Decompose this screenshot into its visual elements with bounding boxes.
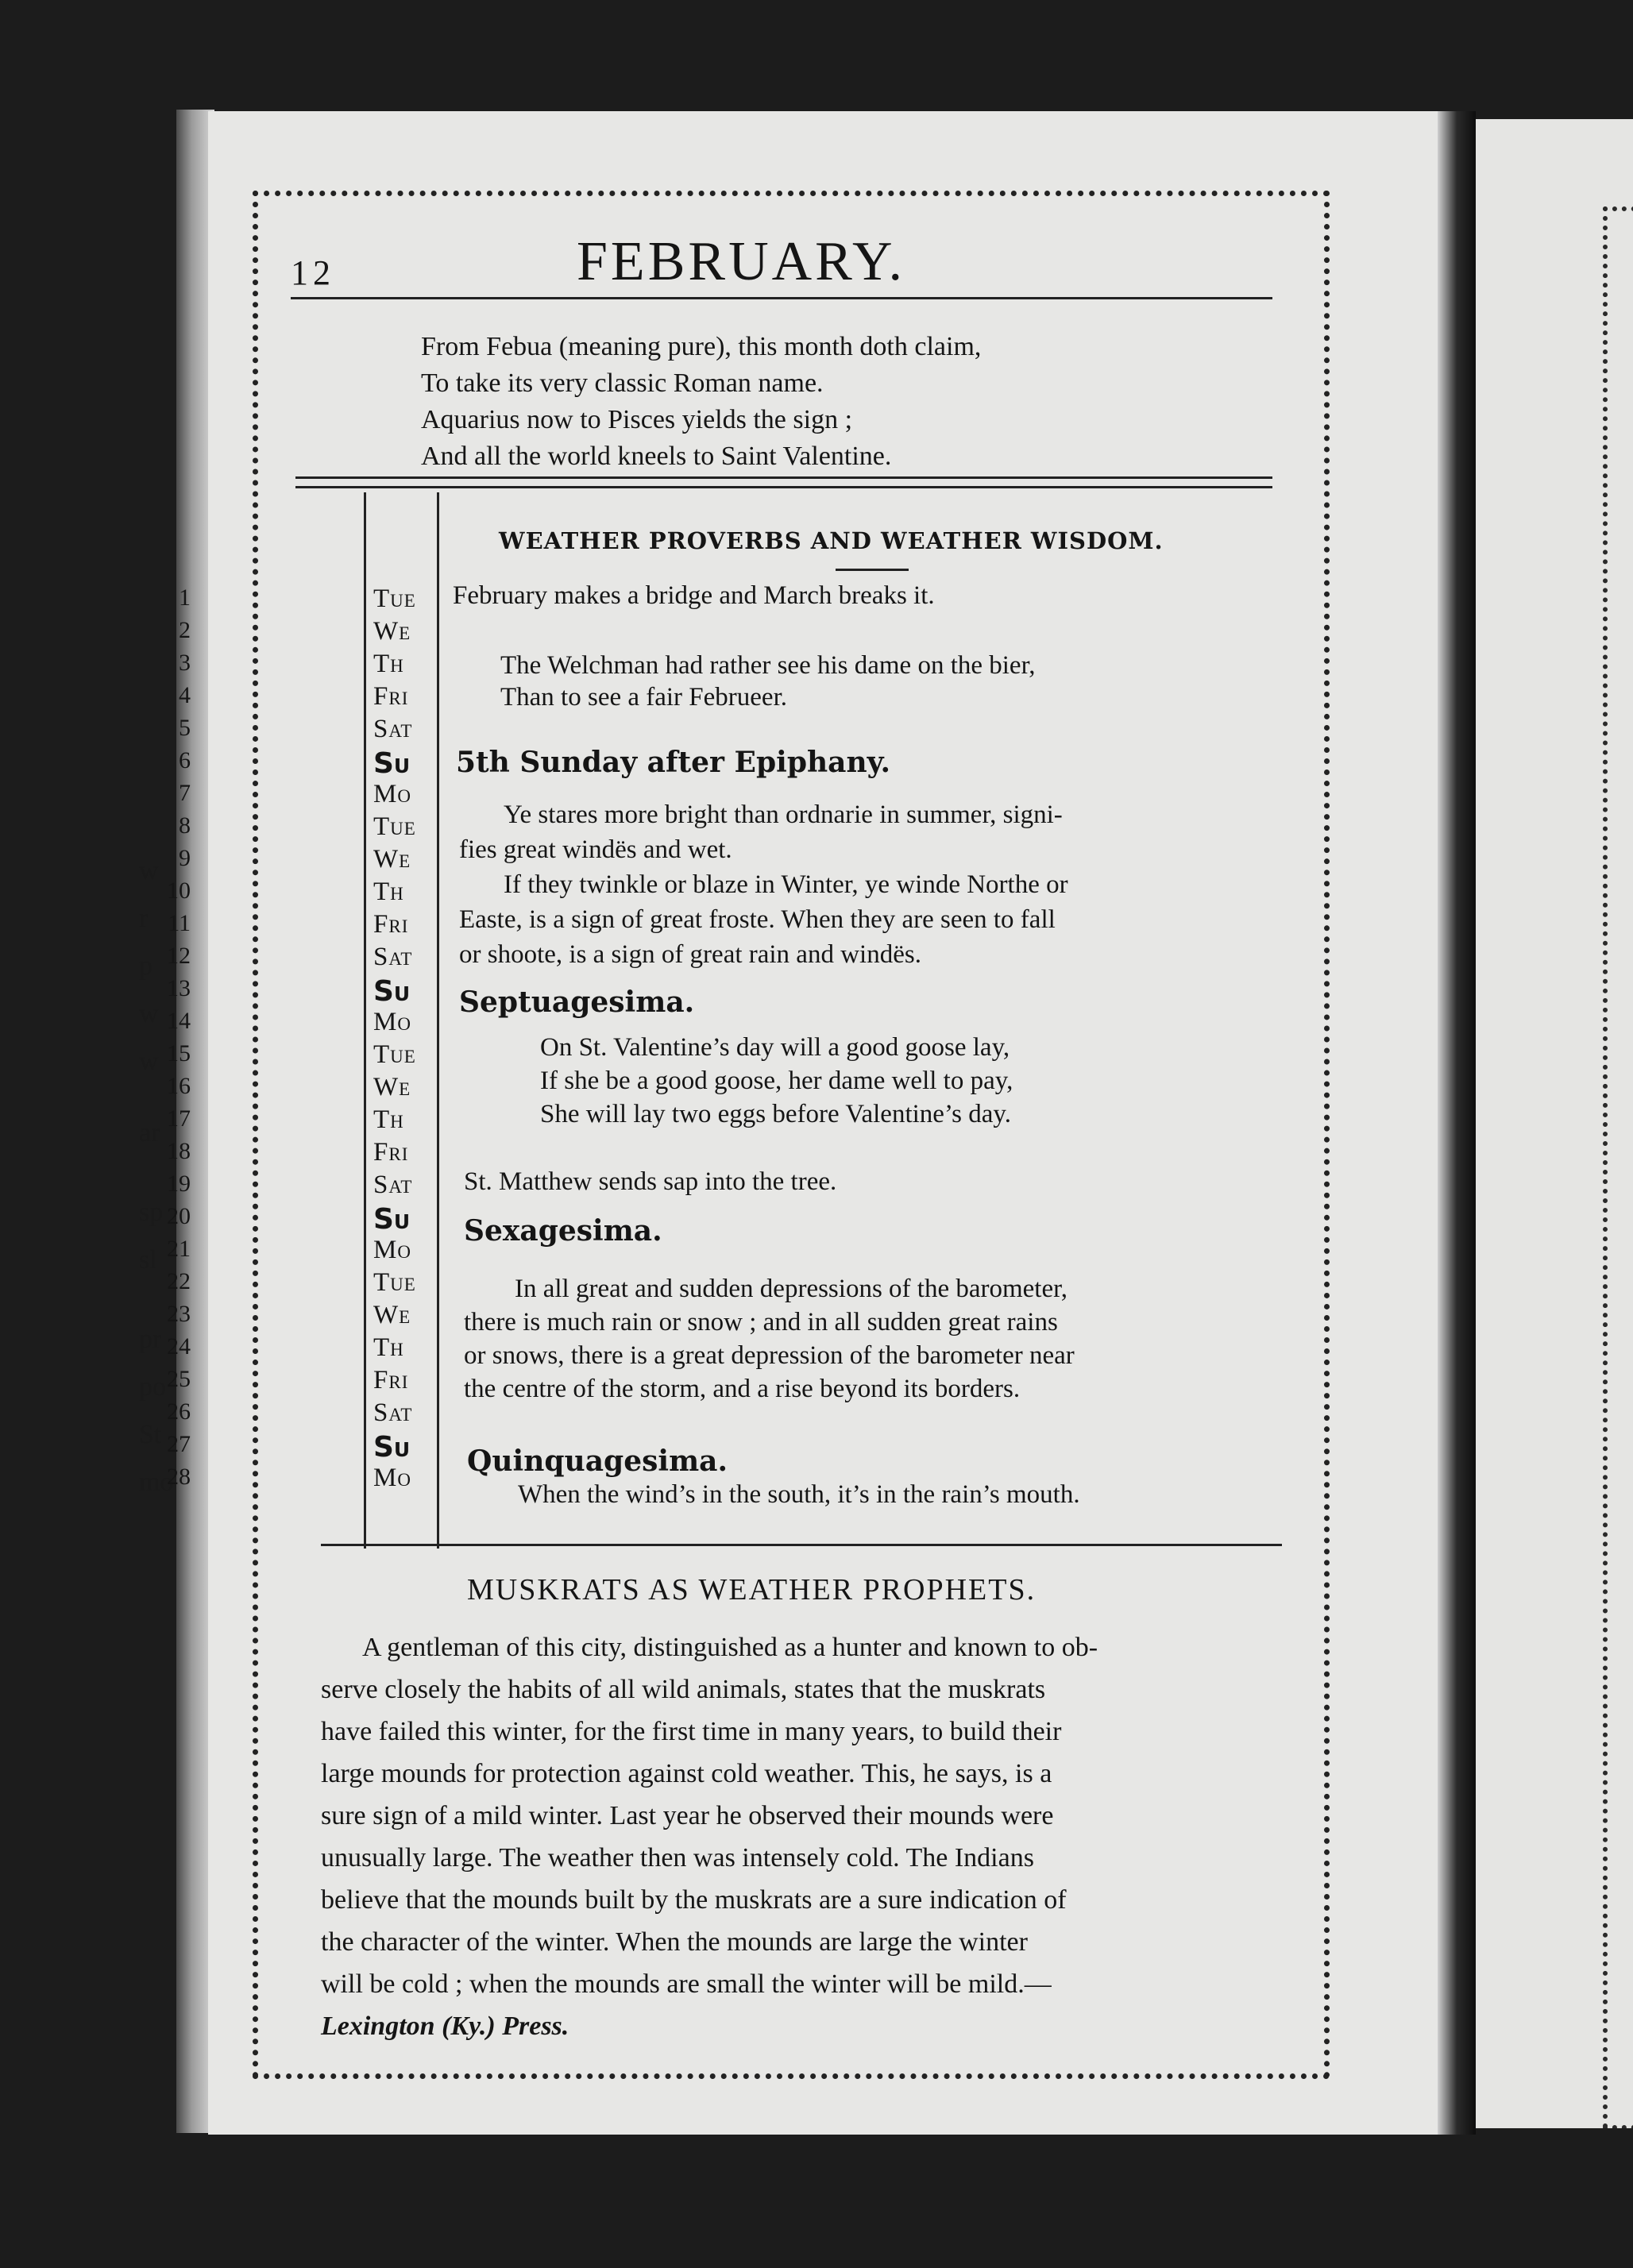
day-number: 6 (179, 747, 191, 773)
weekday: Mo (373, 1464, 411, 1492)
day-number: 22 (167, 1268, 191, 1294)
sunday-heading: Sexagesima. (464, 1214, 662, 1248)
article-line: unusually large. The weather then was intensely cold. The Indians (321, 1843, 1034, 1873)
day-number: 15 (167, 1040, 191, 1066)
title-rule (291, 297, 1272, 299)
divider-rule (295, 486, 1272, 488)
day-number: 27 (167, 1431, 191, 1457)
day-number: 25 (167, 1366, 191, 1392)
proverb-bridge: February makes a bridge and March breaks it. (453, 581, 935, 610)
facing-page-fragment: w (139, 1047, 159, 1076)
facing-page-fragment: sl (139, 1245, 157, 1275)
weekday: Th (373, 1333, 404, 1362)
day-number: 5 (179, 715, 191, 741)
day-number: 10 (167, 878, 191, 904)
proverb-barometer: In all great and sudden depressions of the barometer, there is much rain or snow ; and in all sudden great rains or snows, there is a great depression of the barometer near the centre of the storm, and a rise beyond its borders. (464, 1275, 1075, 1403)
day-number: 11 (168, 910, 191, 936)
verse-line: To take its very classic Roman name. (421, 368, 824, 398)
day-number: 4 (179, 682, 191, 708)
weekday: Tue (373, 812, 416, 841)
heading-underline (836, 569, 909, 571)
page-number: 12 (291, 253, 335, 292)
book-gutter (1438, 111, 1476, 2135)
day-number: 1 (179, 584, 191, 611)
weekday: Su (373, 1203, 411, 1236)
sunday-heading: Quinquagesima. (467, 1444, 728, 1478)
day-number: 3 (179, 650, 191, 676)
day-number: 18 (167, 1138, 191, 1164)
weekday: We (373, 1301, 411, 1329)
article-line: have failed this winter, for the first time in many years, to build their (321, 1717, 1062, 1746)
facing-page-fragment: po (139, 1372, 166, 1402)
proverb-valentine: On St. Valentine’s day will a good goose lay, If she be a good goose, her dame well to pay, She will lay two eggs before Valentine’s day. (540, 1033, 1013, 1128)
verse-line: From Febua (meaning pure), this month doth claim, (421, 332, 982, 361)
weekday: Sat (373, 943, 413, 971)
article-source: Lexington (Ky.) Press. (321, 2011, 569, 2041)
day-number: 2 (179, 617, 191, 643)
weekday: Mo (373, 1236, 411, 1264)
weekday: Mo (373, 780, 411, 808)
proverb-matthew: St. Matthew sends sap into the tree. (464, 1167, 837, 1196)
article-line: large mounds for protection against cold weather. This, he says, is a (321, 1759, 1052, 1788)
weekday: Sat (373, 1171, 413, 1199)
weekday: Th (373, 1105, 404, 1134)
article-line: believe that the mounds built by the muskrats are a sure indication of (321, 1885, 1067, 1915)
weekday: Mo (373, 1008, 411, 1036)
day-number: 21 (167, 1236, 191, 1262)
proverb-welchman: The Welchman had rather see his dame on the bier, Than to see a fair Februeer. (500, 651, 1036, 712)
day-number: 20 (167, 1203, 191, 1229)
weekday: Tue (373, 1268, 416, 1297)
facing-page-fragment: r (139, 904, 149, 933)
weekday: Tue (373, 1040, 416, 1069)
facing-page (1476, 119, 1633, 2128)
page-title: FEBRUARY. (577, 231, 906, 292)
facing-page-fragment: w (139, 999, 159, 1028)
weekday: We (373, 1073, 411, 1101)
facing-page-fragment: ar (139, 1118, 160, 1148)
calendar-column-rule (364, 492, 366, 1549)
weekday: Fri (373, 1138, 409, 1167)
weekday: Su (373, 747, 411, 780)
verse-line: Aquarius now to Pisces yields the sign ; (421, 405, 853, 434)
day-number: 28 (167, 1464, 191, 1490)
sunday-heading: 5th Sunday after Epiphany. (456, 746, 890, 779)
facing-page-fragment: sp (139, 1198, 164, 1227)
weekday: We (373, 617, 411, 646)
facing-page-fragment: St (139, 1420, 162, 1449)
proverb-stares: Ye stares more bright than ordnarie in summer, signi- fies great windës and wet. If they twinkle or blaze in Winter, ye winde Northe or Easte, is a sign of great froste. When they are seen to fall or shoote, is a sign of great rain and windës. (459, 800, 1068, 969)
article-title: MUSKRATS AS WEATHER PROPHETS. (467, 1573, 1037, 1606)
weekday: Th (373, 650, 404, 678)
day-number: 7 (179, 780, 191, 806)
day-number: 9 (179, 845, 191, 871)
day-number: 12 (167, 943, 191, 969)
weekday: Th (373, 878, 404, 906)
weekday: Su (373, 1431, 411, 1464)
weekday: We (373, 845, 411, 874)
verse-line: And all the world kneels to Saint Valentine. (421, 442, 892, 471)
facing-page-fragment: w (139, 856, 159, 885)
weekday: Sat (373, 1398, 413, 1427)
facing-page-fragment: p (139, 951, 152, 981)
day-number: 17 (167, 1105, 191, 1132)
day-number: 24 (167, 1333, 191, 1360)
divider-rule (295, 476, 1272, 479)
day-number: 26 (167, 1398, 191, 1425)
calendar-heading: WEATHER PROVERBS AND WEATHER WISDOM. (499, 527, 1164, 554)
article-body (321, 1626, 1295, 2047)
weekday: Fri (373, 1366, 409, 1394)
facing-page-fragment: pr (139, 1325, 162, 1354)
section-rule (321, 1544, 1282, 1546)
facing-page-border (1603, 206, 1633, 2128)
day-number: 13 (167, 975, 191, 1001)
calendar-column-rule (437, 492, 439, 1549)
article-line: A gentleman of this city, distinguished as a hunter and known to ob- (362, 1633, 1098, 1662)
day-number: 23 (167, 1301, 191, 1327)
article-line: sure sign of a mild winter. Last year he observed their mounds were (321, 1801, 1054, 1830)
weekday: Fri (373, 682, 409, 711)
weekday: Fri (373, 910, 409, 939)
article-line: will be cold ; when the mounds are small the winter will be mild.— (321, 1969, 1052, 1999)
facing-page-fragment: mo (139, 1468, 174, 1497)
weekday: Tue (373, 584, 416, 613)
article-line: the character of the winter. When the mounds are large the winter (321, 1927, 1028, 1957)
weekday: Sat (373, 715, 413, 743)
month-verse (421, 329, 981, 475)
proverb-south-wind: When the wind’s in the south, it’s in the rain’s mouth. (518, 1480, 1080, 1509)
day-number: 14 (167, 1008, 191, 1034)
article-line: serve closely the habits of all wild animals, states that the muskrats (321, 1675, 1046, 1704)
sunday-heading: Septuagesima. (459, 986, 695, 1019)
day-number: 8 (179, 812, 191, 839)
day-number: 19 (167, 1171, 191, 1197)
day-number: 16 (167, 1073, 191, 1099)
weekday: Su (373, 975, 411, 1008)
